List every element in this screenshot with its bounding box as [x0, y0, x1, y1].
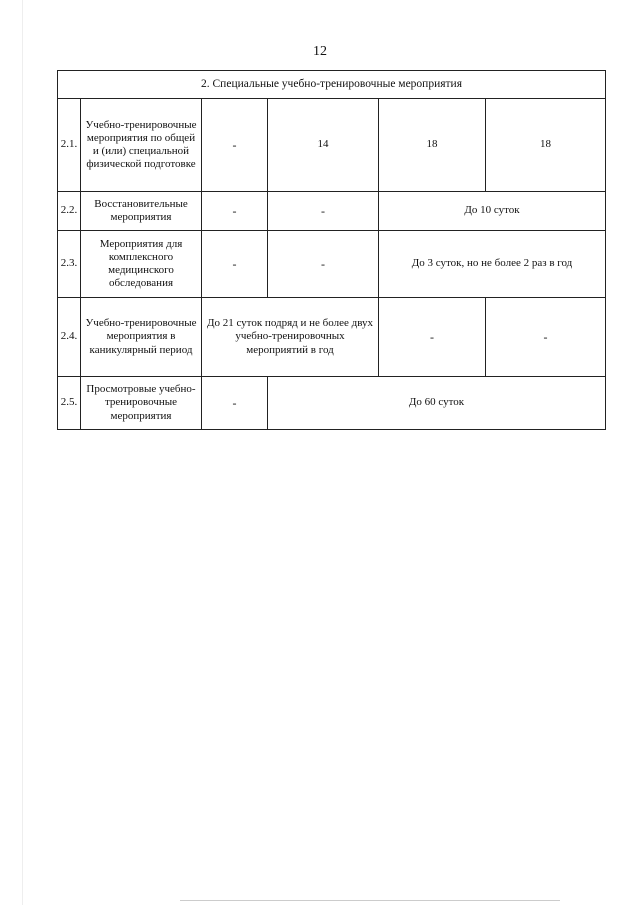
table-cell: -	[202, 192, 268, 231]
event-name: Учебно-тренировочные мероприятия по общей и (или) специальной физической подготовке	[81, 99, 202, 192]
event-name: Учебно-тренировочные мероприятия в каникулярный период	[81, 298, 202, 377]
training-events-table	[57, 70, 606, 430]
table-cell-merged: До 60 суток	[268, 377, 606, 430]
event-name: Просмотровые учебно-тренировочные мероприятия	[81, 377, 202, 430]
event-name: Мероприятия для комплексного медицинского обследования	[81, 231, 202, 298]
row-number: 2.2.	[58, 192, 81, 231]
row-number: 2.1.	[58, 99, 81, 192]
table-cell-merged: До 10 суток	[379, 192, 606, 231]
table-cell: -	[202, 231, 268, 298]
table-cell: -	[268, 192, 379, 231]
row-number: 2.5.	[58, 377, 81, 430]
table-row	[58, 377, 606, 430]
table-cell: -	[202, 99, 268, 192]
section-title: 2. Специальные учебно-тренировочные мероприятия	[58, 71, 606, 99]
table-cell: -	[268, 231, 379, 298]
table-cell: 14	[268, 99, 379, 192]
event-name: Восстановительные мероприятия	[81, 192, 202, 231]
page-number: 12	[313, 44, 327, 59]
table-cell: 18	[486, 99, 606, 192]
section-header-row	[58, 71, 606, 99]
table-row	[58, 298, 606, 377]
table-row	[58, 99, 606, 192]
table-row	[58, 192, 606, 231]
table-cell: 18	[379, 99, 486, 192]
scan-margin-line	[22, 0, 23, 905]
table-row	[58, 231, 606, 298]
table-cell: -	[486, 298, 606, 377]
row-number: 2.4.	[58, 298, 81, 377]
table-cell: -	[202, 377, 268, 430]
table-cell: -	[379, 298, 486, 377]
table-cell-merged: До 3 суток, но не более 2 раз в год	[379, 231, 606, 298]
row-number: 2.3.	[58, 231, 81, 298]
scan-bottom-line	[180, 900, 560, 901]
table-cell-merged: До 21 суток подряд и не более двух учебно-тренировочных мероприятий в год	[202, 298, 379, 377]
